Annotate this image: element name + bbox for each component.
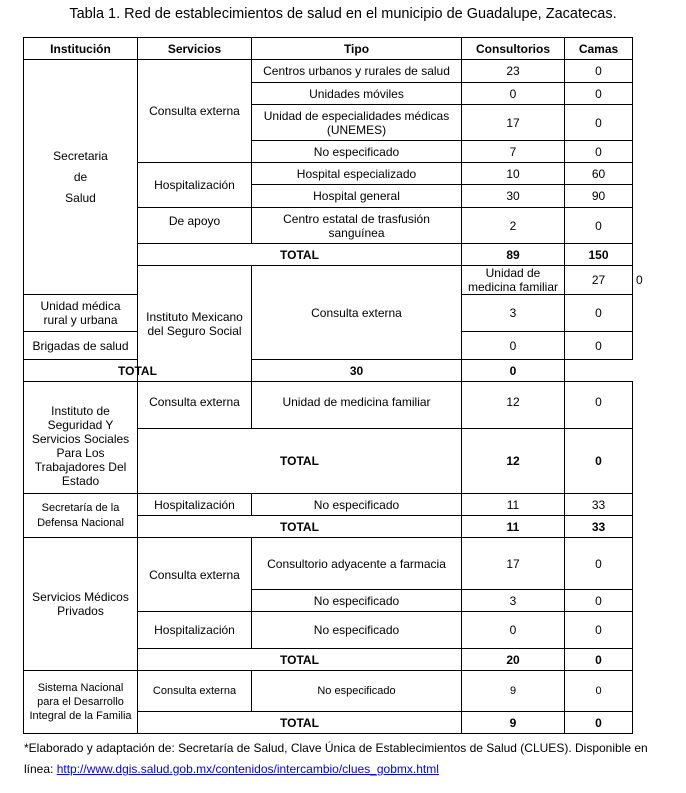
- total-row: [24, 360, 633, 382]
- tipo-cell: Unidad de especialidades médicas (UNEMES): [252, 105, 462, 141]
- clues-link[interactable]: http://www.dgis.salud.gob.mx/contenidos/intercambio/clues_gobmx.html: [56, 762, 439, 776]
- camas-cell: 0: [565, 83, 633, 105]
- footnote: [24, 738, 664, 780]
- total-consultorios: 20: [462, 649, 565, 671]
- total-label: TOTAL: [138, 649, 462, 671]
- tipo-cell: No especificado: [252, 141, 462, 163]
- total-camas: 0: [565, 649, 633, 671]
- footnote-text: *Elaborado y adaptación de: Secretaría de Salud, Clave Única de Establecimientos de Salud (CLUES). Disponible en línea:: [24, 741, 648, 776]
- camas-cell: 0: [565, 295, 633, 332]
- camas-cell: 0: [565, 612, 633, 649]
- consultorios-cell: 11: [462, 494, 565, 516]
- camas-cell: 0: [565, 60, 633, 83]
- header-servicios: Servicios: [138, 38, 252, 60]
- institution-cell: Servicios Médicos Privados: [24, 538, 138, 671]
- total-label: TOTAL: [138, 516, 462, 538]
- tipo-cell: Unidad de medicina familiar: [462, 266, 565, 295]
- total-consultorios: 89: [462, 244, 565, 266]
- total-camas: 150: [565, 244, 633, 266]
- health-establishments-table: [23, 37, 643, 734]
- institution-name-line: de: [73, 169, 88, 184]
- consultorios-cell: 0: [462, 332, 565, 360]
- tipo-cell: Unidad de medicina familiar: [252, 382, 462, 429]
- tipo-cell: Consultorio adyacente a farmacia: [252, 538, 462, 590]
- tipo-cell: Centro estatal de trasfusión sanguínea: [252, 208, 462, 244]
- tipo-cell: Unidad médica rural y urbana: [24, 295, 138, 332]
- header-tipo: Tipo: [252, 38, 462, 60]
- tipo-cell: No especificado: [252, 612, 462, 649]
- total-camas: 0: [565, 429, 633, 494]
- camas-cell: 0: [565, 538, 633, 590]
- table-row: [24, 60, 633, 83]
- camas-cell: 0: [565, 671, 633, 712]
- total-label: TOTAL: [138, 244, 462, 266]
- total-camas: 0: [462, 360, 565, 382]
- service-cell: Hospitalización: [138, 494, 252, 516]
- institution-name-line: Secretaria: [53, 148, 108, 163]
- camas-cell: 0: [565, 105, 633, 141]
- header-row: [24, 38, 633, 60]
- consultorios-cell: 17: [462, 105, 565, 141]
- camas-cell: 90: [565, 185, 633, 208]
- service-cell: Hospitalización: [138, 163, 252, 208]
- service-cell: Hospitalización: [138, 612, 252, 649]
- consultorios-cell: 2: [462, 208, 565, 244]
- tipo-cell: Hospital general: [252, 185, 462, 208]
- service-cell: Consulta externa: [138, 60, 252, 163]
- total-camas: 33: [565, 516, 633, 538]
- table-row: [24, 382, 633, 429]
- camas-cell: 0: [565, 141, 633, 163]
- tipo-cell: No especificado: [252, 494, 462, 516]
- total-consultorios: 30: [252, 360, 462, 382]
- consultorios-cell: 10: [462, 163, 565, 185]
- consultorios-cell: 27: [565, 266, 633, 295]
- tipo-cell: Brigadas de salud: [24, 332, 138, 360]
- tipo-cell: Centros urbanos y rurales de salud: [252, 60, 462, 83]
- header-institucion: Institución: [24, 38, 138, 60]
- table-row: Instituto Mexicano del Seguro Social Consulta externa Unidad de medicina familiar 27 0: [24, 266, 633, 295]
- institution-cell: Secretaría de la Defensa Nacional: [24, 494, 138, 538]
- service-cell: Consulta externa: [138, 671, 252, 712]
- service-cell: Consulta externa: [138, 538, 252, 612]
- consultorios-cell: 30: [462, 185, 565, 208]
- table-row: [24, 671, 633, 712]
- total-label: TOTAL: [138, 429, 462, 494]
- tipo-cell: Hospital especializado: [252, 163, 462, 185]
- service-cell: Consulta externa: [252, 266, 462, 360]
- institution-cell: Instituto Mexicano del Seguro Social: [138, 266, 252, 382]
- consultorios-cell: 0: [462, 612, 565, 649]
- camas-cell: 0: [565, 590, 633, 612]
- table-title: Tabla 1. Red de establecimientos de salud en el municipio de Guadalupe, Zacatecas.: [69, 6, 617, 22]
- consultorios-cell: 0: [462, 83, 565, 105]
- institution-cell: Sistema Nacional para el Desarrollo Integral de la Familia: [24, 671, 138, 734]
- camas-cell: 0: [565, 382, 633, 429]
- camas-cell: 0: [565, 208, 633, 244]
- consultorios-cell: 3: [462, 590, 565, 612]
- header-camas: Camas: [565, 38, 633, 60]
- camas-cell: 33: [565, 494, 633, 516]
- consultorios-cell: 23: [462, 60, 565, 83]
- consultorios-cell: 17: [462, 538, 565, 590]
- total-consultorios: 12: [462, 429, 565, 494]
- table-row: [24, 538, 633, 590]
- tipo-cell: No especificado: [252, 590, 462, 612]
- institution-name-line: Salud: [65, 190, 96, 205]
- consultorios-cell: 12: [462, 382, 565, 429]
- table-row: [24, 494, 633, 516]
- tipo-cell: Unidades móviles: [252, 83, 462, 105]
- header-consultorios: Consultorios: [462, 38, 565, 60]
- camas-cell: 60: [565, 163, 633, 185]
- institution-cell: Instituto de Seguridad Y Servicios Sociales Para Los Trabajadores Del Estado: [24, 382, 138, 494]
- service-cell: Consulta externa: [138, 382, 252, 429]
- institution-cell: [24, 60, 138, 295]
- total-camas: 0: [565, 712, 633, 734]
- tipo-cell: No especificado: [252, 671, 462, 712]
- consultorios-cell: 9: [462, 671, 565, 712]
- consultorios-cell: 7: [462, 141, 565, 163]
- total-label: TOTAL: [24, 360, 252, 382]
- camas-cell: 0: [565, 332, 633, 360]
- service-cell: De apoyo: [138, 208, 252, 244]
- total-consultorios: 9: [462, 712, 565, 734]
- total-label: TOTAL: [138, 712, 462, 734]
- total-consultorios: 11: [462, 516, 565, 538]
- consultorios-cell: 3: [462, 295, 565, 332]
